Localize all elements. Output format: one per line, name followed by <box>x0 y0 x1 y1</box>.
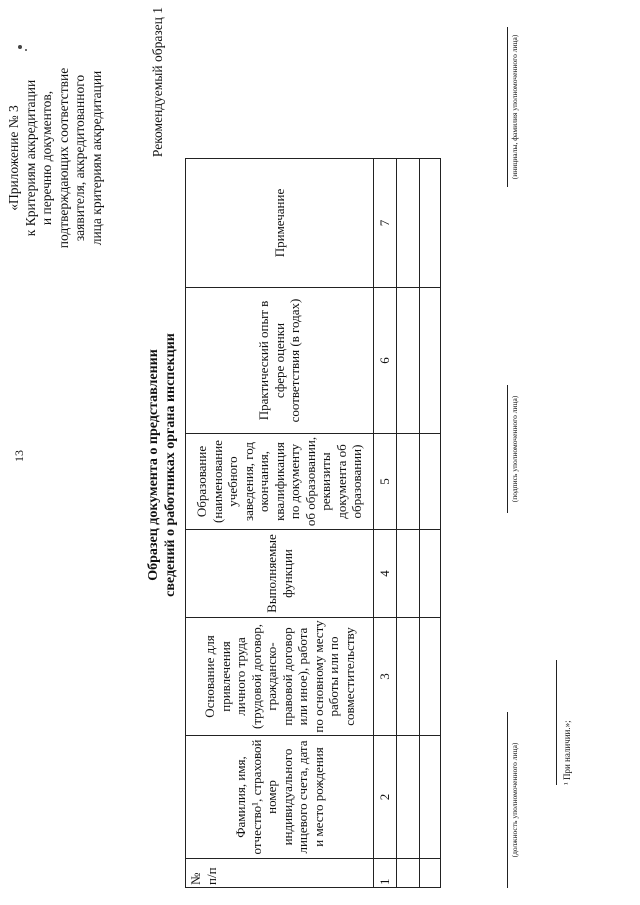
header-cell-number: № п/п <box>186 859 374 888</box>
table-cell <box>397 736 420 859</box>
table-cell <box>420 736 441 859</box>
footnote: ¹ При наличии.»; <box>562 720 572 785</box>
header-cell-education: Образование (наименование учебного заведения, год окончания, квалификация по документу об образовании, реквизиты документа об образовании) <box>186 434 374 530</box>
annex-line: и перечню документов, <box>39 90 54 226</box>
header-cell-experience: Практический опыт в сфере оценки соответствия (в годах) <box>186 288 374 434</box>
column-number-cell: 2 <box>374 736 397 859</box>
annex-line: к Критериям аккредитации <box>22 79 38 237</box>
table-cell <box>420 859 441 888</box>
table-cell <box>420 159 441 288</box>
header-cell-functions: Выполняемые функции <box>186 530 374 618</box>
table-cell <box>397 434 420 530</box>
table-cell <box>397 859 420 888</box>
column-number-cell: 3 <box>374 618 397 736</box>
header-cell-full-name: Фамилия, имя, отчество¹, страховой номер индивидуального лицевого счета, дата и место рождения <box>186 736 374 859</box>
employees-table <box>185 158 441 888</box>
annex-header <box>6 8 105 308</box>
table-cell <box>397 159 420 288</box>
table-cell <box>420 530 441 618</box>
title-line-1: Образец документа о представлении <box>146 349 161 581</box>
column-number-cell: 6 <box>374 288 397 434</box>
table-cell <box>420 288 441 434</box>
table-cell <box>420 618 441 736</box>
table-row <box>397 159 420 888</box>
column-number-cell: 7 <box>374 159 397 288</box>
document-title <box>145 205 179 725</box>
name-signature-line: (инициалы, фамилия уполномоченного лица) <box>507 27 519 187</box>
column-number-cell: 5 <box>374 434 397 530</box>
table-cell <box>397 288 420 434</box>
header-cell-note: Примечание <box>186 159 374 288</box>
page-number: 13 <box>12 450 26 462</box>
annex-line: заявителя, аккредитованного <box>72 74 87 242</box>
column-number-row <box>374 159 397 888</box>
annex-line: подтверждающих соответствие <box>55 67 71 249</box>
footnote-separator <box>556 660 557 785</box>
annex-line: лица критериям аккредитации <box>88 70 104 246</box>
table-cell <box>420 434 441 530</box>
table-cell <box>397 530 420 618</box>
column-number-cell: 1 <box>374 859 397 888</box>
table-row <box>420 159 441 888</box>
table-header-row <box>186 159 374 888</box>
position-signature-line: (должность уполномоченного лица) <box>507 712 519 888</box>
sample-label: Рекомендуемый образец 1 <box>150 7 165 158</box>
title-line-2: сведений о работниках органа инспекции <box>163 333 178 597</box>
header-cell-basis: Основание для привлечения личного труда (трудовой договор, гражданско-правовой договор или иное), работа по основному месту работы или по совместительству <box>186 618 374 736</box>
annex-line: «Приложение № 3 <box>6 105 21 211</box>
column-number-cell: 4 <box>374 530 397 618</box>
table-cell <box>397 618 420 736</box>
signature-line: (подпись уполномоченного лица) <box>507 385 519 513</box>
